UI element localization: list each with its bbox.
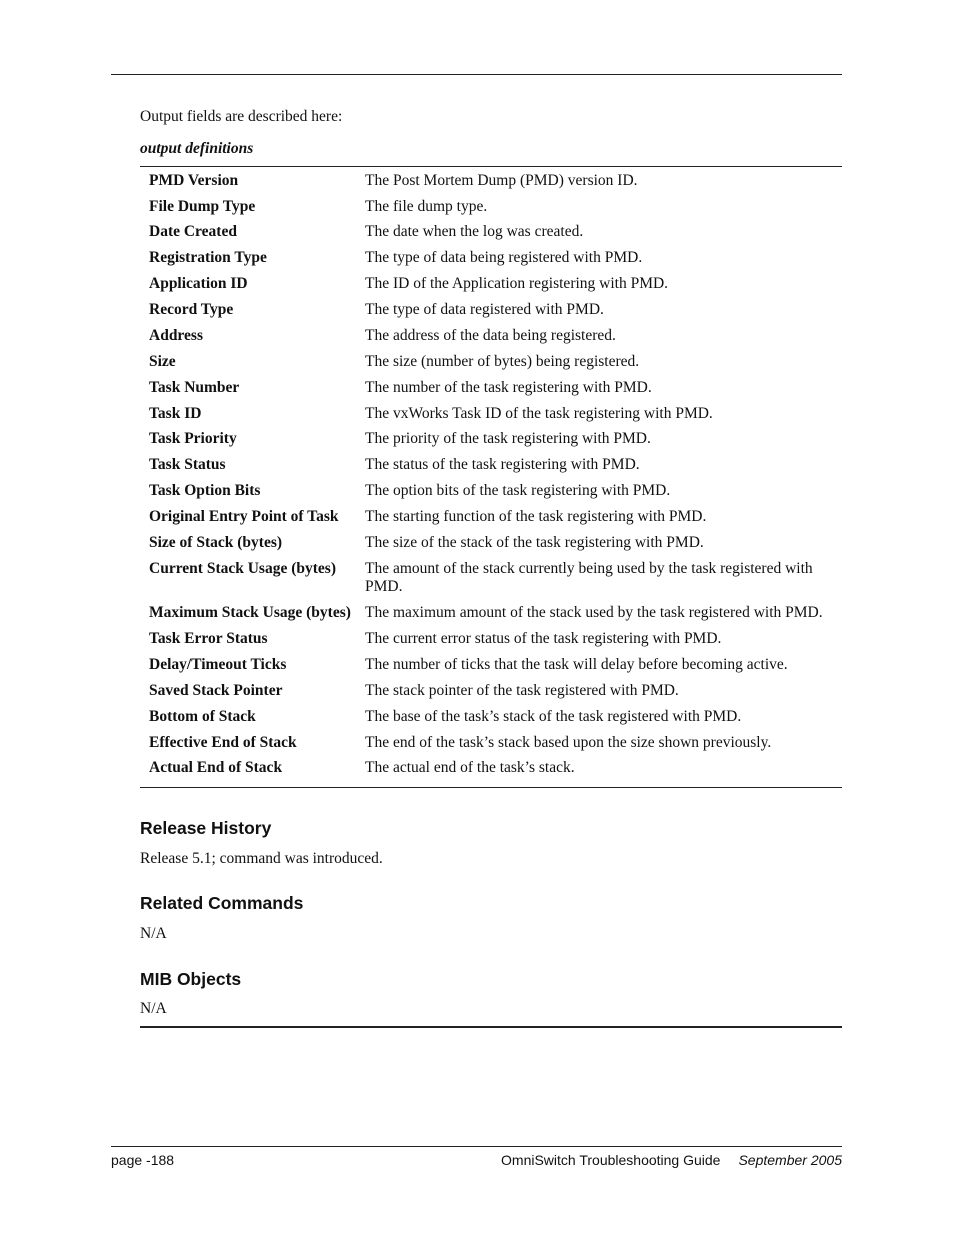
field-name: Address — [149, 326, 203, 344]
field-description: The size (number of bytes) being registered. — [365, 352, 640, 370]
field-description: The amount of the stack currently being used by the task registered with PMD. — [365, 559, 813, 596]
footer-info — [501, 1152, 842, 1168]
table-row — [140, 530, 842, 556]
header-rule — [111, 74, 842, 75]
field-description: The type of data registered with PMD. — [365, 301, 604, 319]
field-description: The date when the log was created. — [365, 223, 584, 241]
table-row — [140, 626, 842, 652]
table-row — [140, 730, 842, 756]
table-row — [140, 194, 842, 220]
field-description: The current error status of the task registering with PMD. — [365, 630, 722, 648]
field-description: The ID of the Application registering with PMD. — [365, 275, 669, 293]
table-row — [140, 375, 842, 401]
table-row — [140, 220, 842, 246]
field-description: The Post Mortem Dump (PMD) version ID. — [365, 171, 638, 189]
table-caption: output definitions — [140, 140, 254, 157]
table-row — [140, 297, 842, 323]
mib-objects-text: N/A — [140, 1000, 167, 1017]
table-row — [140, 556, 842, 600]
field-description: The priority of the task registering with PMD. — [365, 430, 651, 448]
footer-rule — [111, 1146, 842, 1147]
field-name: Task Error Status — [149, 630, 268, 648]
footer-guide-title: OmniSwitch Troubleshooting Guide — [501, 1152, 721, 1168]
field-description: The end of the task’s stack based upon the size shown previously. — [365, 733, 772, 751]
field-description: The status of the task registering with PMD. — [365, 456, 640, 474]
field-name: Saved Stack Pointer — [149, 681, 283, 699]
table-row — [140, 479, 842, 505]
table-row — [140, 652, 842, 678]
related-commands-heading: Related Commands — [140, 893, 304, 913]
related-commands-text: N/A — [140, 925, 167, 942]
field-name: Task ID — [149, 404, 202, 422]
table-row — [140, 678, 842, 704]
field-description: The address of the data being registered. — [365, 326, 616, 344]
table-row — [140, 601, 842, 627]
field-name: Current Stack Usage (bytes) — [149, 559, 336, 577]
release-history-text: Release 5.1; command was introduced. — [140, 850, 383, 867]
field-name: PMD Version — [149, 171, 239, 189]
release-history-heading: Release History — [140, 818, 272, 838]
table-row — [140, 427, 842, 453]
field-name: Original Entry Point of Task — [149, 508, 339, 526]
table-row — [140, 704, 842, 730]
intro-text: Output fields are described here: — [140, 108, 343, 125]
field-name: Effective End of Stack — [149, 733, 297, 751]
field-name: File Dump Type — [149, 197, 256, 215]
field-name: Application ID — [149, 275, 248, 293]
field-name: Registration Type — [149, 249, 267, 267]
table-row — [140, 401, 842, 427]
table-row — [140, 323, 842, 349]
field-name: Delay/Timeout Ticks — [149, 655, 287, 673]
field-name: Task Number — [149, 378, 240, 396]
table-row — [140, 272, 842, 298]
field-name: Task Priority — [149, 430, 237, 448]
field-description: The vxWorks Task ID of the task registering with PMD. — [365, 404, 713, 422]
field-name: Actual End of Stack — [149, 759, 283, 777]
field-description: The maximum amount of the stack used by the task registered with PMD. — [365, 604, 823, 622]
field-description: The option bits of the task registering with PMD. — [365, 482, 671, 500]
field-name: Task Option Bits — [149, 482, 261, 500]
field-description: The base of the task’s stack of the task registered with PMD. — [365, 707, 742, 725]
table-row — [140, 504, 842, 530]
mib-objects-heading: MIB Objects — [140, 969, 242, 989]
table-row — [140, 349, 842, 375]
field-description: The stack pointer of the task registered with PMD. — [365, 681, 679, 699]
field-name: Maximum Stack Usage (bytes) — [149, 604, 351, 622]
table-row — [140, 168, 842, 194]
footer-page-number: page -188 — [111, 1152, 175, 1168]
table-row — [140, 246, 842, 272]
field-name: Bottom of Stack — [149, 707, 256, 725]
field-description: The number of ticks that the task will delay before becoming active. — [365, 655, 788, 673]
field-description: The actual end of the task’s stack. — [365, 759, 575, 777]
field-description: The starting function of the task registering with PMD. — [365, 508, 707, 526]
section-end-rule — [140, 1026, 842, 1028]
table-row — [140, 453, 842, 479]
field-name: Size of Stack (bytes) — [149, 533, 283, 551]
field-name: Size — [149, 352, 176, 370]
footer-date: September 2005 — [738, 1152, 842, 1168]
field-description: The file dump type. — [365, 197, 488, 215]
field-name: Date Created — [149, 223, 237, 241]
field-description: The number of the task registering with PMD. — [365, 378, 652, 396]
definitions-table — [140, 166, 842, 788]
field-name: Record Type — [149, 301, 234, 319]
field-description: The size of the stack of the task registering with PMD. — [365, 533, 704, 551]
field-description: The type of data being registered with PMD. — [365, 249, 643, 267]
field-name: Task Status — [149, 456, 226, 474]
table-row — [140, 756, 842, 782]
